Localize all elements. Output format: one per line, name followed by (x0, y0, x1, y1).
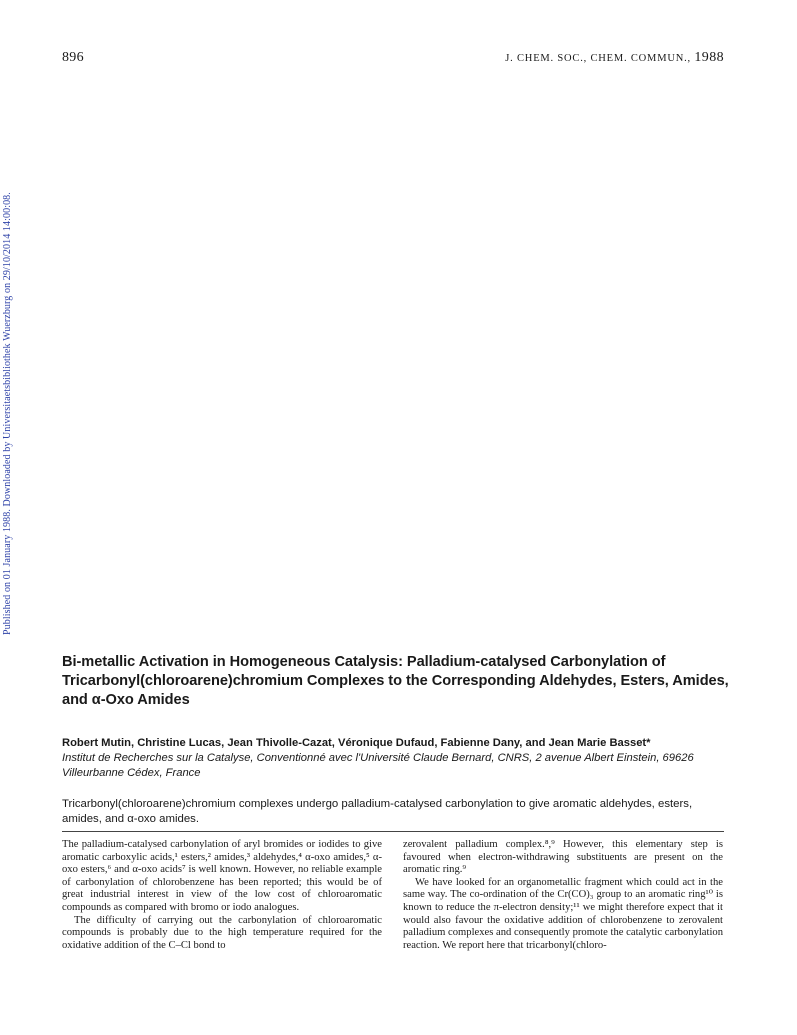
journal-header (505, 50, 724, 66)
body-column-right (403, 839, 723, 952)
abstract: Tricarbonyl(chloroarene)chromium complexes undergo palladium-catalysed carbonylation to give aromatic aldehydes, esters, amides, and α-oxo amides. (62, 798, 693, 825)
body-paragraph: The difficulty of carrying out the carbonylation of chloroaromatic compounds is probably due to the high temperature required for the oxidative addition of the C–Cl bond to (62, 914, 382, 951)
article-title: Bi-metallic Activation in Homogeneous Catalysis: Palladium-catalysed Carbonylation of Tricarbonyl(chloroarene)chromium Complexes to the Corresponding Aldehydes, Esters, Amides, and α-Oxo Amides (62, 654, 729, 708)
journal-year: 1988 (694, 50, 724, 65)
page-number: 896 (62, 50, 84, 65)
body-paragraph: zerovalent palladium complex.⁸,⁹ However, this elementary step is favoured when electron-withdrawing substituents are present on the aromatic ring.⁹ (403, 839, 723, 876)
abstract-divider (62, 831, 724, 832)
affiliation: Institut de Recherches sur la Catalyse, Conventionné avec l'Université Claude Bernard, CNRS, 2 avenue Albert Einstein, 69626 Villeurbanne Cédex, France (62, 752, 694, 779)
body-column-left (62, 839, 382, 952)
body-paragraph: The palladium-catalysed carbonylation of aryl bromides or iodides to give aromatic carboxylic acids,¹ esters,² amides,³ aldehydes,⁴ α-oxo amides,⁵ α-oxo esters,⁶ and α-oxo acids⁷ is well known. However, no reliable example of carbonylation of chlorobenzene has been reported; this would be of great industrial interest in view of the low cost of chloroaromatic compounds as compared with bromo or iodo analogues. (62, 839, 382, 913)
author-list: Robert Mutin, Christine Lucas, Jean Thivolle-Cazat, Véronique Dufaud, Fabienne Dany, and Jean Marie Basset* (62, 737, 651, 749)
journal-name: J. CHEM. SOC., CHEM. COMMUN., (505, 53, 691, 64)
download-notice: Published on 01 January 1988. Downloaded by Universitaetsbibliothek Wuerzburg on 29/10/2014 14:00:08. (2, 192, 13, 635)
body-paragraph: We have looked for an organometallic fragment which could act in the same way. The co-ordination of the Cr(CO)₃ group to an aromatic ring¹⁰ is known to reduce the π-electron density;¹¹ we might therefore expect that it would also favour the oxidative addition of chlorobenzene to zerovalent palladium complexes and consequently promote the catalytic carbonylation reaction. We report here that tricarbonyl(chloro- (403, 876, 723, 951)
